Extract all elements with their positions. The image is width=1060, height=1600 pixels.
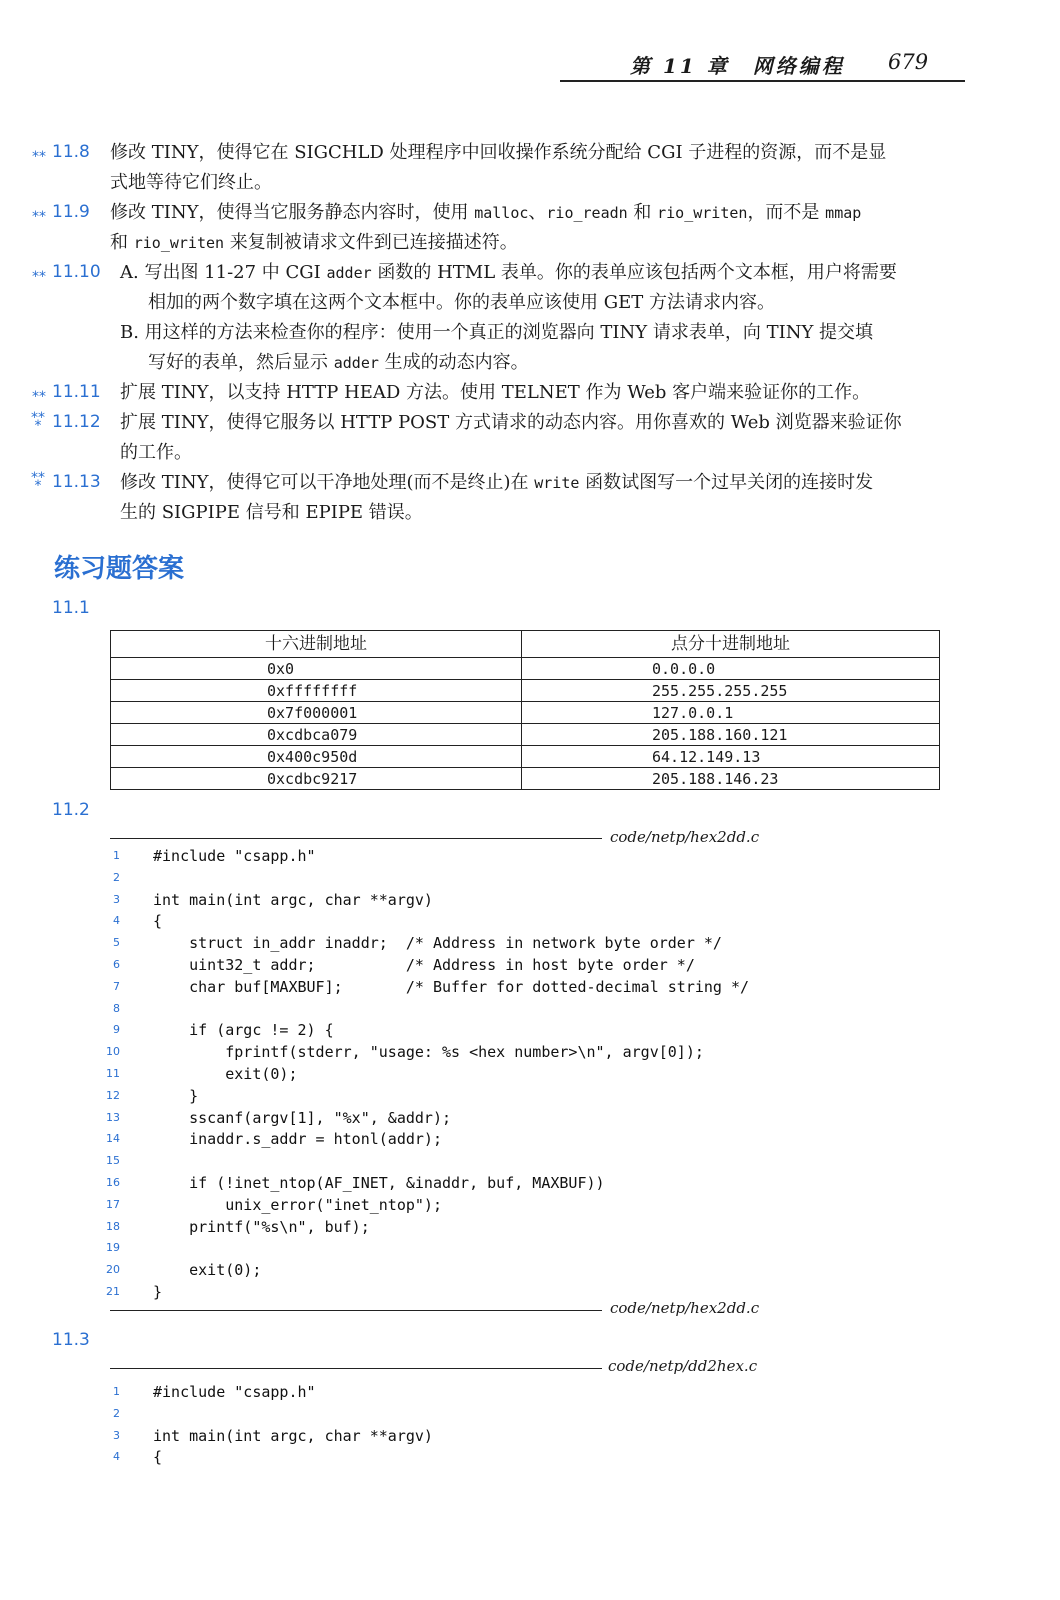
code-line: if (argc != 2) {	[153, 1021, 334, 1040]
line-number: 4	[113, 1450, 120, 1464]
line-number: 12	[106, 1088, 120, 1102]
code-line: struct in_addr inaddr; /* Address in network byte order */	[153, 934, 722, 953]
exercise-difficulty: **	[32, 389, 46, 405]
dotted-cell: 255.255.255.255	[522, 680, 940, 702]
column-header: 点分十进制地址	[522, 631, 940, 658]
code-line: char buf[MAXBUF]; /* Buffer for dotted-decimal string */	[153, 977, 750, 996]
dotted-cell: 205.188.146.23	[522, 768, 940, 790]
inline-code: write	[534, 474, 580, 492]
exercise-difficulty: **	[32, 269, 46, 285]
answer-number: 11.2	[52, 800, 90, 820]
code-line: uint32_t addr; /* Address in host byte order */	[153, 956, 695, 974]
code-line: printf("%s\n", buf);	[153, 1217, 370, 1236]
line-number: 1	[113, 1385, 120, 1398]
line-number: 20	[106, 1263, 120, 1277]
code-line: sscanf(argv[1], "%x", &addr);	[153, 1108, 452, 1127]
hex-cell: 0xcdbca079	[111, 724, 522, 746]
line-number: 2	[113, 870, 120, 884]
line-number: 6	[113, 958, 120, 971]
line-number: 13	[106, 1110, 120, 1124]
exercise-text: 修改 TINY，使得它在 SIGCHLD 处理程序中回收操作系统分配给 CGI 子进程的资源，而不是显	[110, 142, 887, 163]
code-line: {	[153, 912, 163, 931]
line-number: 15	[106, 1154, 120, 1168]
code-line: fprintf(stderr, "usage: %s <hex number>\n", argv[0]);	[153, 1043, 704, 1062]
exercise-text: 修改 TINY，使得当它服务静态内容时，使用 malloc、rio_readn 和 rio_writen，而不是 mmap	[110, 202, 862, 223]
exercise-text: 的工作。	[120, 442, 192, 463]
table-row	[111, 702, 940, 724]
answer-number: 11.1	[52, 598, 90, 618]
line-number: 21	[106, 1285, 120, 1298]
exercise-number: 11.9	[52, 202, 90, 222]
exercise-number: 11.13	[52, 472, 101, 492]
exercise-difficulty: ***	[31, 410, 45, 434]
inline-code: adder	[333, 354, 379, 372]
code-line: unix_error("inet_ntop");	[153, 1195, 442, 1214]
table-row	[111, 724, 940, 746]
code-line: if (!inet_ntop(AF_INET, &inaddr, buf, MAXBUF))	[153, 1174, 605, 1192]
listing-bottom-rule	[110, 1310, 602, 1311]
line-number: 3	[113, 1428, 120, 1442]
code-listing	[100, 845, 800, 1307]
exercise-text: 扩展 TINY，以支持 HTTP HEAD 方法。使用 TELNET 作为 Web 客户端来验证你的工作。	[120, 382, 871, 403]
listing-top-rule	[110, 1368, 602, 1369]
running-head: 第 11 章 网络编程	[630, 54, 845, 78]
table-header-row	[111, 631, 940, 658]
table-row	[111, 680, 940, 702]
header-rule	[560, 80, 965, 82]
inline-code: rio_writen	[133, 234, 225, 252]
line-number: 4	[113, 914, 120, 928]
code-line: int main(int argc, char **argv)	[153, 890, 433, 909]
listing-caption: code/netp/hex2dd.c	[610, 828, 760, 846]
line-number: 19	[106, 1241, 120, 1255]
code-line: int main(int argc, char **argv)	[153, 1426, 433, 1445]
hex-cell: 0x7f000001	[111, 702, 522, 724]
dotted-cell: 64.12.149.13	[522, 746, 940, 768]
listing-caption: code/netp/dd2hex.c	[608, 1357, 758, 1375]
inline-code: rio_readn	[546, 204, 628, 222]
inline-code: rio_writen	[657, 204, 748, 222]
code-line: }	[153, 1283, 163, 1301]
exercise-text: 式地等待它们终止。	[110, 172, 272, 193]
inline-code: malloc	[474, 204, 529, 222]
inline-code: mmap	[825, 204, 862, 222]
exercise-text: 修改 TINY，使得它可以干净地处理(而不是终止)在 write 函数试图写一个过早关闭的连接时发	[120, 472, 874, 493]
hex-cell: 0xcdbc9217	[111, 768, 522, 790]
exercise-text: A. 写出图 11-27 中 CGI adder 函数的 HTML 表单。你的表单应该包括两个文本框，用户将需要	[120, 262, 897, 283]
exercise-number: 11.8	[52, 142, 90, 162]
column-header: 十六进制地址	[111, 631, 522, 658]
hex-cell: 0xffffffff	[111, 680, 522, 702]
exercise-number: 11.12	[52, 412, 101, 432]
line-number: 1	[113, 849, 120, 862]
line-number: 5	[113, 936, 120, 950]
line-number: 18	[106, 1219, 120, 1233]
exercise-number: 11.10	[52, 262, 101, 282]
exercise-number: 11.11	[52, 382, 101, 402]
line-number: 3	[113, 892, 120, 906]
line-number: 7	[113, 979, 120, 993]
table-row	[111, 658, 940, 680]
listing-caption: code/netp/hex2dd.c	[610, 1299, 760, 1317]
dotted-cell: 0.0.0.0	[522, 658, 940, 680]
code-line: }	[153, 1086, 199, 1105]
exercise-difficulty: ***	[31, 470, 45, 494]
line-number: 14	[106, 1132, 120, 1146]
hex-cell: 0x400c950d	[111, 746, 522, 768]
line-number: 11	[106, 1067, 120, 1080]
line-number: 9	[113, 1023, 120, 1037]
exercise-difficulty: **	[32, 209, 46, 225]
exercise-text: 生的 SIGPIPE 信号和 EPIPE 错误。	[120, 502, 423, 523]
dotted-cell: 205.188.160.121	[522, 724, 940, 746]
line-number: 8	[113, 1001, 120, 1015]
table-row	[111, 746, 940, 768]
code-line: {	[153, 1448, 163, 1467]
code-line: #include "csapp.h"	[153, 1383, 316, 1401]
exercise-text: 相加的两个数字填在这两个文本框中。你的表单应该使用 GET 方法请求内容。	[148, 292, 775, 313]
code-line: exit(0);	[153, 1261, 262, 1280]
code-listing	[100, 1381, 800, 1469]
line-number: 10	[106, 1045, 120, 1059]
answer-number: 11.3	[52, 1330, 90, 1350]
listing-top-rule	[110, 838, 602, 839]
inline-code: adder	[326, 264, 372, 282]
exercise-difficulty: **	[32, 149, 46, 165]
address-table	[110, 630, 940, 790]
exercise-text: 写好的表单，然后显示 adder 生成的动态内容。	[148, 352, 529, 373]
section-heading: 练习题答案	[54, 554, 185, 584]
dotted-cell: 127.0.0.1	[522, 702, 940, 724]
exercise-text: B. 用这样的方法来检查你的程序：使用一个真正的浏览器向 TINY 请求表单，向 TINY 提交填	[120, 322, 874, 343]
table-row	[111, 768, 940, 790]
exercise-text: 和 rio_writen 来复制被请求文件到已连接描述符。	[110, 232, 518, 253]
hex-cell: 0x0	[111, 658, 522, 680]
code-line: #include "csapp.h"	[153, 847, 316, 865]
code-line: exit(0);	[153, 1065, 298, 1083]
page-number: 679	[888, 50, 929, 74]
line-number: 16	[106, 1176, 120, 1189]
exercise-text: 扩展 TINY，使得它服务以 HTTP POST 方式请求的动态内容。用你喜欢的 Web 浏览器来验证你	[120, 412, 902, 433]
line-number: 17	[106, 1197, 120, 1211]
code-line: inaddr.s_addr = htonl(addr);	[153, 1130, 442, 1149]
line-number: 2	[113, 1406, 120, 1420]
